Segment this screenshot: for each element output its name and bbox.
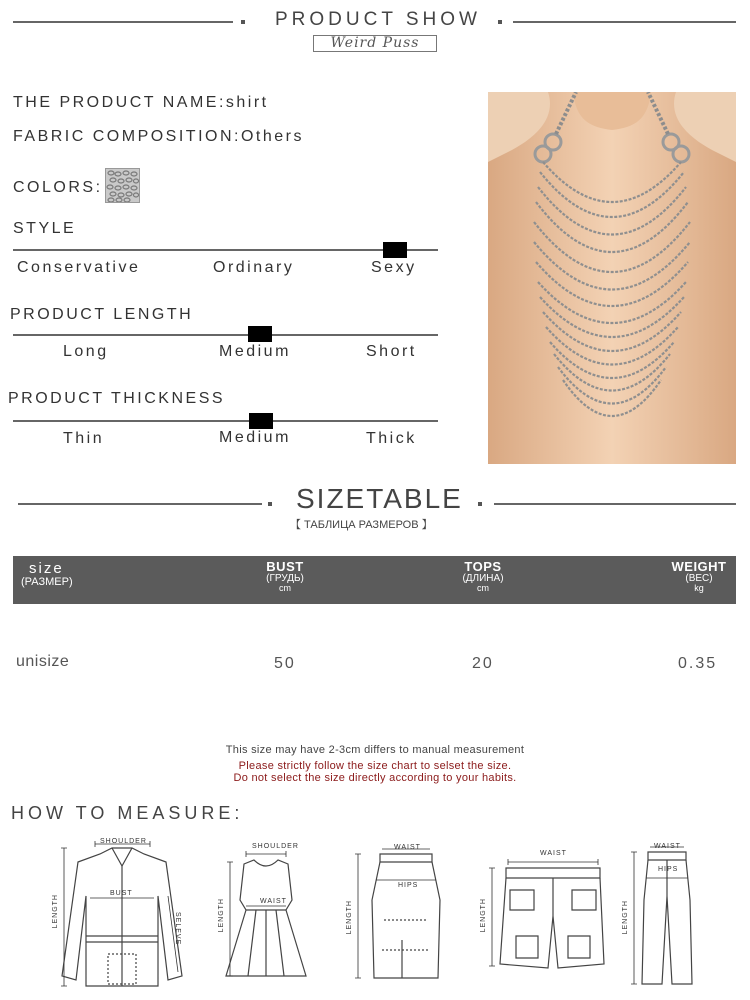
col-tops-main: TOPS [464, 559, 502, 574]
style-label-sexy: Sexy [371, 259, 417, 276]
jacket-shoulder-label: SHOULDER [100, 838, 147, 845]
dress-shoulder-label: SHOULDER [252, 843, 299, 850]
sizetable-subtitle: 【 ТАБЛИЦА РАЗМЕРОВ 】 [290, 519, 433, 531]
note-follow-chart: Please strictly follow the size chart to selset the size. [238, 760, 512, 772]
row-size: unisize [16, 653, 70, 670]
length-label-medium: Medium [219, 343, 291, 360]
length-scale-line [13, 334, 438, 336]
sizetable-rule-left [18, 503, 262, 505]
pants-diagram-icon [620, 840, 700, 990]
skirt-diagram-icon [342, 840, 442, 985]
col-size-main: size [29, 560, 64, 577]
jacket-bust-label: BUST [110, 890, 133, 897]
shorts-figure [476, 846, 606, 974]
jacket-figure [50, 836, 195, 994]
thickness-label-thin: Thin [63, 430, 105, 447]
length-title: PRODUCT LENGTH [10, 306, 194, 323]
skirt-length-label: LENGTH [346, 900, 353, 935]
jacket-length-label: LENGTH [52, 894, 59, 929]
thickness-label-thick: Thick [366, 430, 417, 447]
pants-waist-label: WAIST [654, 843, 681, 850]
color-swatch-silver[interactable] [105, 168, 140, 203]
skirt-figure [342, 840, 442, 985]
col-tops-unit: cm [477, 583, 489, 594]
header-rule-left [13, 21, 233, 23]
length-label-long: Long [63, 343, 109, 360]
col-tops [449, 560, 517, 594]
col-weight-sub: (ВЕС) [685, 572, 713, 584]
col-bust-sub: (ГРУДЬ) [266, 572, 304, 584]
row-weight: 0.35 [678, 655, 718, 672]
header-dot-left [241, 20, 245, 24]
brand-name: Weird Puss [313, 35, 437, 52]
page-title: PRODUCT SHOW [275, 9, 481, 30]
fabric-composition [13, 128, 304, 146]
how-to-measure-title: HOW TO MEASURE: [11, 803, 244, 823]
sizetable-dot-left [268, 502, 272, 506]
pants-hips-label: HIPS [658, 866, 679, 873]
shorts-length-label: LENGTH [480, 898, 487, 933]
fabric-label: FABRIC COMPOSITION: [13, 128, 241, 145]
sizetable-title: SIZETABLE [296, 483, 463, 514]
style-selected-marker [383, 242, 407, 258]
row-tops: 20 [472, 655, 494, 672]
style-label-ordinary: Ordinary [213, 259, 295, 276]
thickness-scale-line [13, 420, 438, 422]
col-bust-unit: cm [279, 583, 291, 594]
pants-length-label: LENGTH [622, 900, 629, 935]
dress-figure [216, 840, 316, 985]
fabric-value: Others [240, 128, 304, 145]
skirt-hips-label: HIPS [398, 882, 419, 889]
shorts-diagram-icon [476, 846, 606, 974]
chain-top-mannequin-image [488, 92, 736, 464]
sizetable-rule-right [494, 503, 736, 505]
product-name [13, 94, 269, 112]
pants-figure [620, 840, 700, 990]
product-name-value: shirt [225, 94, 269, 111]
style-scale-line [13, 249, 438, 251]
thickness-selected-marker [249, 413, 273, 429]
col-size-sub: (РАЗМЕР) [21, 575, 73, 588]
dress-waist-label: WAIST [260, 898, 287, 905]
thickness-label-medium: Medium [219, 429, 291, 446]
chain-swatch-icon [106, 169, 139, 202]
product-name-label: THE PRODUCT NAME: [13, 94, 226, 111]
header-rule-right [513, 21, 736, 23]
col-bust-main: BUST [266, 559, 304, 574]
col-weight-unit: kg [694, 583, 704, 594]
thickness-title: PRODUCT THICKNESS [8, 390, 226, 407]
style-label-conservative: Conservative [17, 259, 141, 276]
col-weight-main: WEIGHT [671, 559, 727, 574]
jacket-sleeve-label: SELEVE [174, 912, 181, 946]
style-title: STYLE [13, 220, 77, 237]
size-table-header [13, 556, 736, 604]
dress-diagram-icon [216, 840, 316, 985]
product-photo [488, 92, 736, 464]
note-habits: Do not select the size directly according to your habits. [233, 772, 517, 784]
sizetable-dot-right [478, 502, 482, 506]
skirt-waist-label: WAIST [394, 844, 421, 851]
row-bust: 50 [274, 655, 296, 672]
dress-length-label: LENGTH [218, 898, 225, 933]
colors-label: COLORS: [13, 179, 103, 196]
col-bust [253, 560, 317, 594]
header-dot-right [498, 20, 502, 24]
length-selected-marker [248, 326, 272, 342]
note-measurement: This size may have 2-3cm differs to manual measurement [225, 744, 525, 756]
col-weight [665, 560, 733, 594]
col-tops-sub: (ДЛИНА) [462, 572, 504, 584]
col-size [21, 561, 73, 588]
shorts-waist-label: WAIST [540, 850, 567, 857]
length-label-short: Short [366, 343, 417, 360]
